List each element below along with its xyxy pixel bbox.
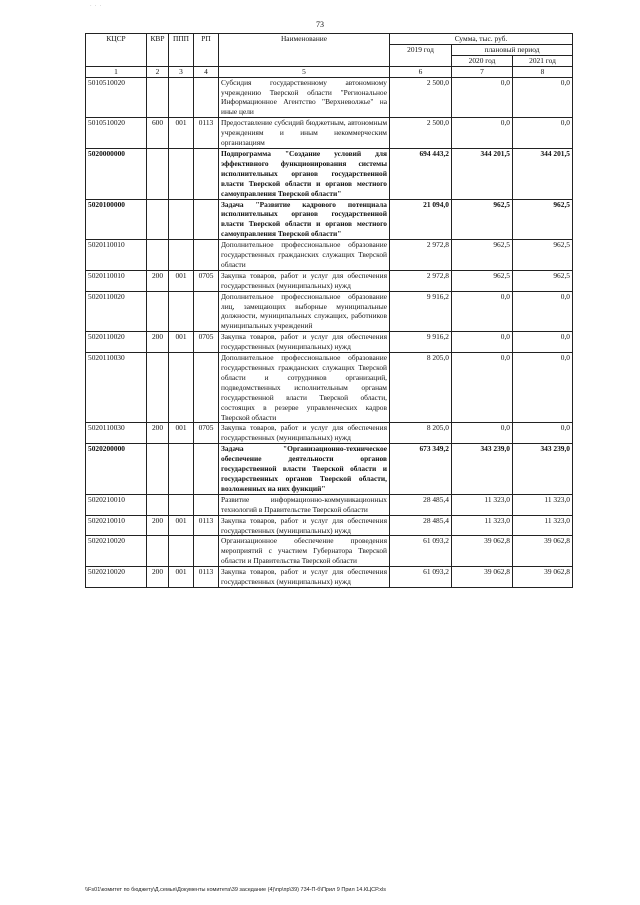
page-number: 73 bbox=[316, 20, 324, 29]
cell-amount-2021: 0,0 bbox=[513, 353, 573, 423]
header-year-2019: 2019 год bbox=[390, 44, 452, 66]
cell-amount-2020: 0,0 bbox=[452, 77, 513, 118]
cell-rp bbox=[194, 536, 219, 567]
cell-amount-2019: 2 972,8 bbox=[390, 240, 452, 271]
cell-rp bbox=[194, 148, 219, 199]
cell-kvr bbox=[147, 536, 169, 567]
cell-kvr: 200 bbox=[147, 515, 169, 536]
table-row bbox=[86, 332, 573, 353]
cell-amount-2021: 0,0 bbox=[513, 423, 573, 444]
cell-name: Дополнительное профессиональное образование государственных гражданских служащих Тверской области bbox=[219, 240, 390, 271]
header-name: Наименование bbox=[219, 34, 390, 67]
table-row bbox=[86, 567, 573, 588]
cell-name: Дополнительное профессиональное образование лиц, замещающих выборные муниципальные должности, муниципальных служащих, работников муниципальных учреждений bbox=[219, 291, 390, 332]
header-rp: РП bbox=[194, 34, 219, 67]
column-number: 6 bbox=[390, 66, 452, 77]
cell-kvr bbox=[147, 444, 169, 495]
cell-amount-2021: 39 062,8 bbox=[513, 567, 573, 588]
cell-amount-2019: 28 485,4 bbox=[390, 515, 452, 536]
table-row bbox=[86, 270, 573, 291]
cell-kvr bbox=[147, 77, 169, 118]
cell-amount-2019: 9 916,2 bbox=[390, 291, 452, 332]
cell-amount-2021: 344 201,5 bbox=[513, 148, 573, 199]
cell-amount-2019: 61 093,2 bbox=[390, 536, 452, 567]
cell-amount-2019: 61 093,2 bbox=[390, 567, 452, 588]
cell-kvr: 200 bbox=[147, 567, 169, 588]
header-planning-period: плановый период bbox=[452, 44, 573, 55]
cell-amount-2019: 8 205,0 bbox=[390, 423, 452, 444]
column-number: 2 bbox=[147, 66, 169, 77]
cell-amount-2020: 343 239,0 bbox=[452, 444, 513, 495]
cell-ppp bbox=[169, 444, 194, 495]
cell-name: Субсидия государственному автономному учреждению Тверской области "Региональное Информационное Агентство "Верхневолжье" на иные цели bbox=[219, 77, 390, 118]
cell-name: Закупка товаров, работ и услуг для обеспечения государственных (муниципальных) нужд bbox=[219, 515, 390, 536]
cell-name: Подпрограмма "Создание условий для эффективного функционирования системы исполнительных органов государственной власти Тверской области и органов местного самоуправления Тверской области" bbox=[219, 148, 390, 199]
cell-amount-2019: 673 349,2 bbox=[390, 444, 452, 495]
cell-name: Закупка товаров, работ и услуг для обеспечения государственных (муниципальных) нужд bbox=[219, 567, 390, 588]
cell-ppp bbox=[169, 536, 194, 567]
column-number: 7 bbox=[452, 66, 513, 77]
cell-amount-2020: 0,0 bbox=[452, 353, 513, 423]
cell-rp bbox=[194, 444, 219, 495]
cell-name: Организационное обеспечение проведения мероприятий с участием Губернатора Тверской области и Правительства Тверской области bbox=[219, 536, 390, 567]
cell-ppp bbox=[169, 240, 194, 271]
cell-amount-2021: 0,0 bbox=[513, 291, 573, 332]
cell-kvr bbox=[147, 199, 169, 240]
cell-kcsr: 5020110030 bbox=[86, 353, 147, 423]
cell-amount-2020: 39 062,8 bbox=[452, 536, 513, 567]
cell-name: Закупка товаров, работ и услуг для обеспечения государственных (муниципальных) нужд bbox=[219, 332, 390, 353]
column-number: 8 bbox=[513, 66, 573, 77]
table-row bbox=[86, 423, 573, 444]
cell-kcsr: 5020210020 bbox=[86, 536, 147, 567]
cell-amount-2021: 343 239,0 bbox=[513, 444, 573, 495]
cell-amount-2021: 11 323,0 bbox=[513, 515, 573, 536]
cell-kcsr: 5020110010 bbox=[86, 240, 147, 271]
cell-kcsr: 5020100000 bbox=[86, 199, 147, 240]
cell-name: Развитие информационно-коммуникационных технологий в Правительстве Тверской области bbox=[219, 494, 390, 515]
cell-kcsr: 5020110020 bbox=[86, 332, 147, 353]
header-year-2020: 2020 год bbox=[452, 55, 513, 66]
cell-rp: 0113 bbox=[194, 118, 219, 149]
column-number: 4 bbox=[194, 66, 219, 77]
cell-kcsr: 5010510020 bbox=[86, 118, 147, 149]
scan-artifact-mark: · · · bbox=[90, 4, 103, 9]
column-number: 1 bbox=[86, 66, 147, 77]
cell-ppp: 001 bbox=[169, 118, 194, 149]
cell-ppp: 001 bbox=[169, 567, 194, 588]
cell-amount-2020: 344 201,5 bbox=[452, 148, 513, 199]
table-row bbox=[86, 77, 573, 118]
cell-amount-2020: 962,5 bbox=[452, 199, 513, 240]
table-row bbox=[86, 199, 573, 240]
cell-amount-2020: 0,0 bbox=[452, 118, 513, 149]
budget-table bbox=[85, 33, 573, 588]
cell-amount-2019: 28 485,4 bbox=[390, 494, 452, 515]
cell-ppp bbox=[169, 291, 194, 332]
cell-amount-2020: 0,0 bbox=[452, 423, 513, 444]
cell-amount-2019: 21 094,0 bbox=[390, 199, 452, 240]
cell-rp bbox=[194, 240, 219, 271]
file-path-footer: \\Fs01\комитет по бюджету\Д.семья\Документы комитета\39 заседание (4)\пр\пр\39) 734-П-б\Прил 9 Прил 14.КЦСР.xls bbox=[85, 887, 386, 893]
cell-kvr bbox=[147, 353, 169, 423]
cell-name: Закупка товаров, работ и услуг для обеспечения государственных (муниципальных) нужд bbox=[219, 423, 390, 444]
header-kvr: КВР bbox=[147, 34, 169, 67]
cell-name: Задача "Развитие кадрового потенциала исполнительных органов государственной власти Тверской области и органов местного самоуправления Тверской области" bbox=[219, 199, 390, 240]
cell-amount-2019: 2 500,0 bbox=[390, 77, 452, 118]
cell-amount-2021: 39 062,8 bbox=[513, 536, 573, 567]
cell-ppp bbox=[169, 494, 194, 515]
cell-amount-2020: 962,5 bbox=[452, 240, 513, 271]
table-row bbox=[86, 291, 573, 332]
cell-kvr bbox=[147, 148, 169, 199]
cell-amount-2020: 0,0 bbox=[452, 332, 513, 353]
table-row bbox=[86, 148, 573, 199]
cell-rp bbox=[194, 494, 219, 515]
cell-amount-2019: 9 916,2 bbox=[390, 332, 452, 353]
cell-ppp bbox=[169, 148, 194, 199]
cell-kvr: 600 bbox=[147, 118, 169, 149]
cell-ppp bbox=[169, 199, 194, 240]
table-row bbox=[86, 515, 573, 536]
cell-kvr bbox=[147, 494, 169, 515]
cell-amount-2021: 0,0 bbox=[513, 118, 573, 149]
header-kcsr: КЦСР bbox=[86, 34, 147, 67]
cell-rp: 0113 bbox=[194, 515, 219, 536]
cell-rp: 0113 bbox=[194, 567, 219, 588]
table-row bbox=[86, 240, 573, 271]
cell-ppp bbox=[169, 77, 194, 118]
table-row bbox=[86, 494, 573, 515]
cell-kcsr: 5020110030 bbox=[86, 423, 147, 444]
cell-kvr bbox=[147, 240, 169, 271]
cell-rp: 0705 bbox=[194, 332, 219, 353]
table-row bbox=[86, 118, 573, 149]
cell-name: Закупка товаров, работ и услуг для обеспечения государственных (муниципальных) нужд bbox=[219, 270, 390, 291]
cell-amount-2020: 11 323,0 bbox=[452, 515, 513, 536]
table-body bbox=[86, 77, 573, 587]
table-row bbox=[86, 444, 573, 495]
table-row bbox=[86, 353, 573, 423]
cell-kvr bbox=[147, 291, 169, 332]
cell-amount-2021: 962,5 bbox=[513, 240, 573, 271]
cell-name: Задача "Организационно-техническое обеспечение деятельности органов государственной власти Тверской области и государственных органов Тверской области, возложенных на них функций" bbox=[219, 444, 390, 495]
cell-amount-2019: 8 205,0 bbox=[390, 353, 452, 423]
cell-kcsr: 5020210010 bbox=[86, 515, 147, 536]
cell-kvr: 200 bbox=[147, 270, 169, 291]
cell-amount-2020: 11 323,0 bbox=[452, 494, 513, 515]
cell-rp bbox=[194, 353, 219, 423]
cell-ppp: 001 bbox=[169, 270, 194, 291]
cell-ppp: 001 bbox=[169, 515, 194, 536]
cell-amount-2019: 694 443,2 bbox=[390, 148, 452, 199]
column-number: 3 bbox=[169, 66, 194, 77]
cell-kcsr: 5020210010 bbox=[86, 494, 147, 515]
cell-rp: 0705 bbox=[194, 423, 219, 444]
cell-rp bbox=[194, 291, 219, 332]
cell-kcsr: 5020110020 bbox=[86, 291, 147, 332]
cell-amount-2019: 2 972,8 bbox=[390, 270, 452, 291]
cell-kcsr: 5020200000 bbox=[86, 444, 147, 495]
cell-ppp bbox=[169, 353, 194, 423]
cell-rp bbox=[194, 199, 219, 240]
header-ppp: ППП bbox=[169, 34, 194, 67]
cell-kvr: 200 bbox=[147, 423, 169, 444]
cell-kcsr: 5020210020 bbox=[86, 567, 147, 588]
cell-ppp: 001 bbox=[169, 423, 194, 444]
cell-amount-2021: 962,5 bbox=[513, 199, 573, 240]
cell-amount-2021: 0,0 bbox=[513, 77, 573, 118]
cell-amount-2021: 0,0 bbox=[513, 332, 573, 353]
cell-kcsr: 5010510020 bbox=[86, 77, 147, 118]
header-year-2021: 2021 год bbox=[513, 55, 573, 66]
cell-kcsr: 5020000000 bbox=[86, 148, 147, 199]
cell-name: Дополнительное профессиональное образование государственных гражданских служащих Тверской области и сотрудников организаций, подведомственных исполнительным органам государственной власти Тверской области, состоящих в резерве управленческих кадров Тверской области bbox=[219, 353, 390, 423]
table-row bbox=[86, 536, 573, 567]
cell-amount-2021: 962,5 bbox=[513, 270, 573, 291]
cell-amount-2020: 0,0 bbox=[452, 291, 513, 332]
cell-amount-2019: 2 500,0 bbox=[390, 118, 452, 149]
cell-kvr: 200 bbox=[147, 332, 169, 353]
cell-amount-2020: 962,5 bbox=[452, 270, 513, 291]
cell-amount-2020: 39 062,8 bbox=[452, 567, 513, 588]
cell-ppp: 001 bbox=[169, 332, 194, 353]
cell-rp: 0705 bbox=[194, 270, 219, 291]
column-number: 5 bbox=[219, 66, 390, 77]
header-sum: Сумма, тыс. руб. bbox=[390, 34, 573, 45]
cell-kcsr: 5020110010 bbox=[86, 270, 147, 291]
cell-name: Предоставление субсидий бюджетным, автономным учреждениям и иным некоммерческим организациям bbox=[219, 118, 390, 149]
cell-rp bbox=[194, 77, 219, 118]
cell-amount-2021: 11 323,0 bbox=[513, 494, 573, 515]
